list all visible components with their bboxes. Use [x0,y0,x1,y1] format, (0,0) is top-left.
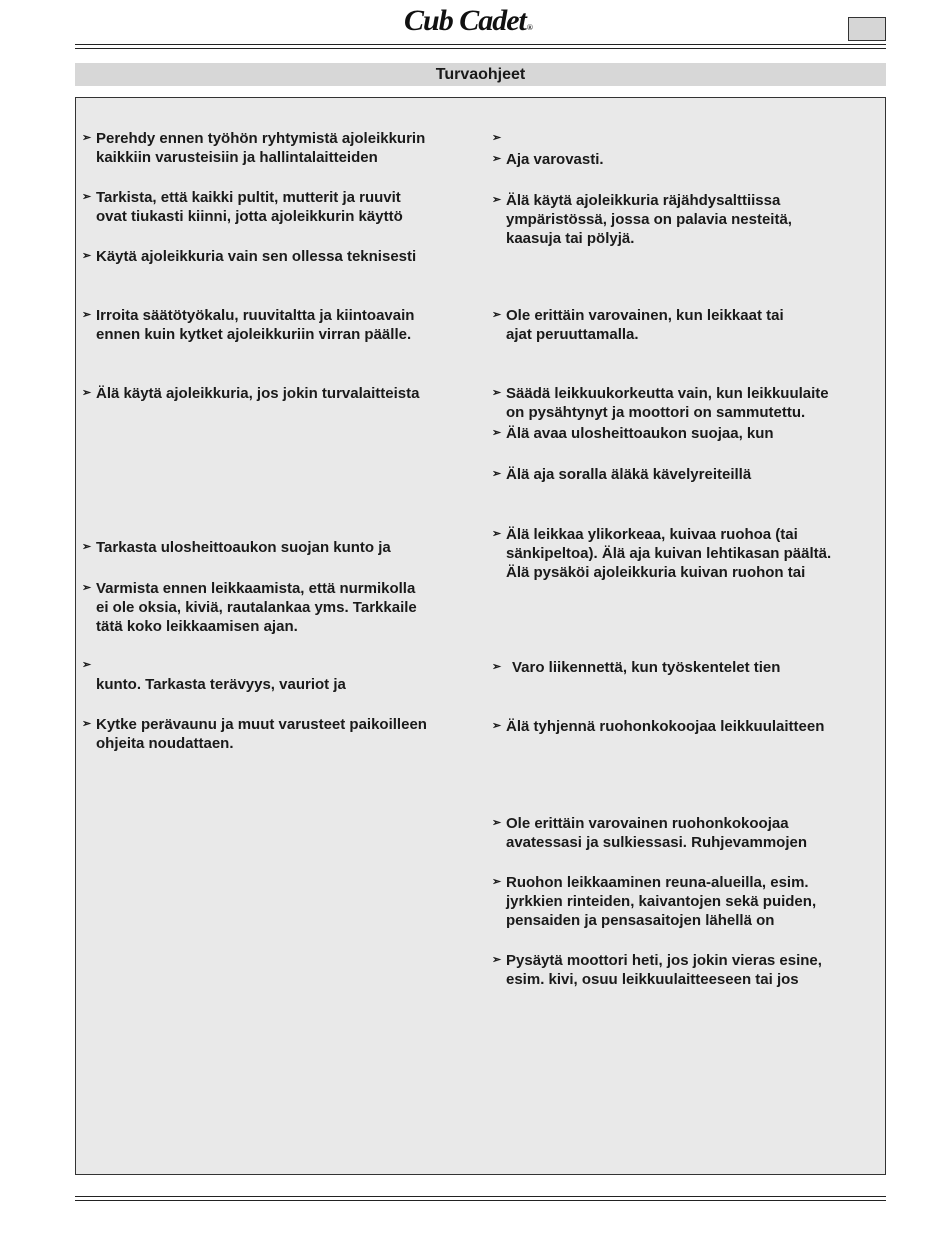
bullet-item [82,579,417,636]
bullet-item [82,188,403,226]
bullet-text [492,951,822,989]
bullet-text-line: ei ole oksia, kiviä, rautalankaa yms. Tarkkaile [96,599,417,616]
bullet-item [82,715,427,753]
bullet-text-line: Ole erittäin varovainen, kun leikkaat tai [506,307,784,324]
bullet-text [82,579,417,636]
bullet-arrow-icon: ➢ [492,194,502,206]
bullet-arrow-icon: ➢ [82,132,92,144]
bullet-text-line: Tarkista, että kaikki pultit, mutterit ja ruuvit [96,189,401,206]
bullet-text [492,873,816,930]
footer-rule-bottom [75,1200,886,1201]
bullet-item [492,424,774,443]
bullet-item [492,717,824,736]
bullet-text-line: Perehdy ennen työhön ryhtymistä ajoleikkurin [96,130,426,147]
bullet-arrow-icon: ➢ [492,661,502,673]
bullet-arrow-icon: ➢ [492,309,502,321]
brand-name: Cub Cadet [404,4,526,37]
bullet-text-line: Älä käytä ajoleikkuria, jos jokin turvalaitteista [96,385,420,402]
bullet-arrow-icon: ➢ [492,954,502,966]
bullet-arrow-icon: ➢ [492,528,502,540]
header-rule-bottom [75,48,886,49]
bullet-arrow-icon: ➢ [492,387,502,399]
bullet-arrow-icon: ➢ [492,817,502,829]
bullet-text-line: Älä tyhjennä ruohonkokoojaa leikkuulaitteen [506,718,825,735]
bullet-arrow-icon: ➢ [82,718,92,730]
cub-cadet-logo [404,6,532,43]
bullet-text-line [96,656,346,675]
bullet-text-line: ovat tiukasti kiinni, jotta ajoleikkurin käyttö [96,208,403,225]
bullet-text-line: Irroita säätötyökalu, ruuvitaltta ja kiintoavain [96,307,415,324]
bullet-item [492,384,829,422]
bullet-arrow-icon: ➢ [82,191,92,203]
bullet-item [492,306,784,344]
bullet-text [492,814,807,852]
bullet-text-line: kaikkiin varusteisiin ja hallintalaitteiden [96,149,378,166]
bullet-text-line: Varmista ennen leikkaamista, että nurmikolla [96,580,416,597]
bullet-arrow-icon: ➢ [492,153,502,165]
bullet-text [82,656,346,694]
bullet-item [492,951,822,989]
bullet-item [82,247,416,266]
bullet-text-line: sänkipeltoa). Älä aja kuivan lehtikasan päältä. [506,545,832,562]
bullet-text-line: jyrkkien rinteiden, kaivantojen sekä puiden, [506,893,817,910]
bullet-arrow-icon: ➢ [82,309,92,321]
bullet-text-line: Älä käytä ajoleikkuria räjähdysalttiissa [506,192,781,209]
bullet-text [492,525,831,582]
bullet-text-line: Älä aja soralla äläkä kävelyreiteillä [506,466,752,483]
bullet-text-line: ajat peruuttamalla. [506,326,639,343]
bullet-item [492,873,816,930]
bullet-item [492,129,510,148]
bullet-arrow-icon: ➢ [492,427,502,439]
bullet-item [492,191,792,248]
bullet-text-line: Ole erittäin varovainen ruohonkokoojaa [506,815,789,832]
bullet-text-line: Älä pysäköi ajoleikkuria kuivan ruohon tai [506,564,806,581]
bullet-arrow-icon: ➢ [492,132,502,144]
bullet-text-line: avatessasi ja sulkiessasi. Ruhjevammojen [506,834,808,851]
bullet-text-line: Ruohon leikkaaminen reuna-alueilla, esim. [506,874,809,891]
bullet-text-line: Älä avaa ulosheittoaukon suojaa, kun [506,425,774,442]
bullet-text [492,150,604,169]
bullet-item [82,538,391,557]
bullet-item [82,129,425,167]
bullet-text-line: ympäristössä, jossa on palavia nesteitä, [506,211,792,228]
bullet-arrow-icon: ➢ [82,250,92,262]
bullet-text-line: pensaiden ja pensasaitojen lähellä on [506,912,775,929]
header-rule-top [75,44,886,45]
page-number-box [848,17,886,41]
bullet-text [492,191,792,248]
bullet-arrow-icon: ➢ [492,468,502,480]
bullet-text-line: Käytä ajoleikkuria vain sen ollessa teknisesti [96,248,417,265]
bullet-text-line: esim. kivi, osuu leikkuulaitteeseen tai jos [506,971,799,988]
bullet-item [492,525,831,582]
bullet-text-line: Pysäytä moottori heti, jos jokin vieras esine, [506,952,822,969]
bullet-text-line [506,129,510,148]
bullet-arrow-icon: ➢ [492,876,502,888]
bullet-text-line: Säädä leikkuukorkeutta vain, kun leikkuulaite [506,385,829,402]
bullet-text [492,717,824,736]
bullet-text [492,384,829,422]
bullet-item [492,150,604,169]
bullet-text [82,384,419,403]
bullet-arrow-icon: ➢ [82,387,92,399]
bullet-text-line: kunto. Tarkasta terävyys, vauriot ja [96,676,346,693]
bullet-text-line: on pysähtynyt ja moottori on sammutettu. [506,404,806,421]
bullet-item [492,465,751,484]
bullet-arrow-icon: ➢ [492,720,502,732]
footer-rule-top [75,1196,886,1197]
bullet-text [82,188,403,226]
section-title: Turvaohjeet [75,63,886,86]
bullet-text [82,247,416,266]
bullet-item [82,306,414,344]
bullet-arrow-icon: ➢ [82,582,92,594]
bullet-text [82,538,391,557]
bullet-text [492,306,784,344]
bullet-text-line: tätä koko leikkaamisen ajan. [96,618,298,635]
bullet-arrow-icon: ➢ [82,541,92,553]
bullet-text [82,715,427,753]
bullet-text-line: kaasuja tai pölyjä. [506,230,635,247]
bullet-text [82,306,414,344]
bullet-text-line: Älä leikkaa ylikorkeaa, kuivaa ruohoa (tai [506,526,798,543]
bullet-text-line: ennen kuin kytket ajoleikkuriin virran päälle. [96,326,412,343]
bullet-item [82,384,419,403]
bullet-arrow-icon: ➢ [82,659,92,671]
bullet-item [82,656,346,694]
bullet-text [492,658,780,677]
bullet-item [492,658,780,677]
bullet-text-line: Aja varovasti. [506,151,604,168]
bullet-text-line: ohjeita noudattaen. [96,735,234,752]
bullet-text [492,424,774,443]
bullet-item [492,814,807,852]
registered-mark: ® [526,23,532,32]
bullet-text [82,129,425,167]
bullet-text-line: Kytke perävaunu ja muut varusteet paikoilleen [96,716,427,733]
bullet-text [492,465,751,484]
bullet-text-line: Tarkasta ulosheittoaukon suojan kunto ja [96,539,391,556]
bullet-text-line: Varo liikennettä, kun työskentelet tien [512,659,781,676]
